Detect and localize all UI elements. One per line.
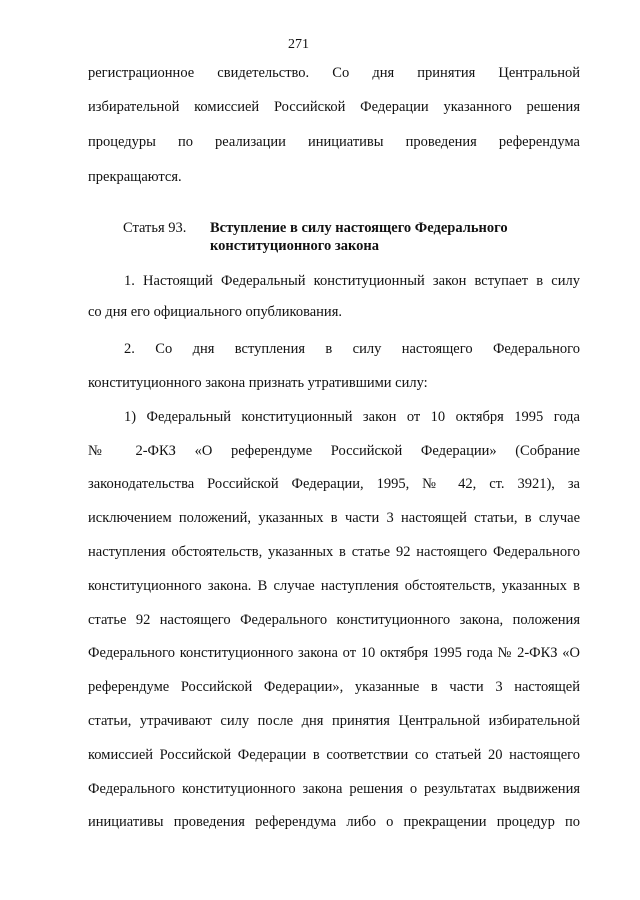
text-line: регистрационное свидетельство. Со дня принятия Центральной <box>88 65 580 81</box>
text-line: процедуры по реализации инициативы проведения референдума <box>88 134 580 150</box>
text-line: статье 92 настоящего Федерального конституционного закона, положения <box>88 612 580 628</box>
text-line: исключением положений, указанных в части 3 настоящей статьи, в случае <box>88 510 580 526</box>
text-line: конституционного закона признать утратившими силу: <box>88 375 428 391</box>
article-title <box>210 219 570 255</box>
text-line: статьи, утрачивают силу после дня принятия Центральной избирательной <box>88 713 580 729</box>
page-number: 271 <box>288 37 309 52</box>
text-line: со дня его официального опубликования. <box>88 304 342 320</box>
article-title-line: Вступление в силу настоящего Федерального <box>210 220 508 236</box>
text-line: Федерального конституционного закона решения о результатах выдвижения <box>88 781 580 797</box>
article-title-line: конституционного закона <box>210 238 379 254</box>
text-line: Федерального конституционного закона от 10 октября 1995 года № 2-ФКЗ «О <box>88 645 580 661</box>
text-line: № 2-ФКЗ «О референдуме Российской Федерации» (Собрание <box>88 443 580 459</box>
text-line: избирательной комиссией Российской Федерации указанного решения <box>88 99 580 115</box>
text-line: референдуме Российской Федерации», указанные в части 3 настоящей <box>88 679 580 695</box>
text-line: 1. Настоящий Федеральный конституционный закон вступает в силу <box>124 273 580 289</box>
text-line: комиссией Российской Федерации в соответствии со статьей 20 настоящего <box>88 747 580 763</box>
article-number: Статья 93. <box>123 220 187 236</box>
text-line: прекращаются. <box>88 169 182 185</box>
text-line: наступления обстоятельств, указанных в статье 92 настоящего Федерального <box>88 544 580 560</box>
text-line: 2. Со дня вступления в силу настоящего Федерального <box>124 341 580 357</box>
text-line: законодательства Российской Федерации, 1995, № 42, ст. 3921), за <box>88 476 580 492</box>
text-line: инициативы проведения референдума либо о прекращении процедур по <box>88 814 580 830</box>
text-line: конституционного закона. В случае наступления обстоятельств, указанных в <box>88 578 580 594</box>
text-line: 1) Федеральный конституционный закон от 10 октября 1995 года <box>124 409 580 425</box>
